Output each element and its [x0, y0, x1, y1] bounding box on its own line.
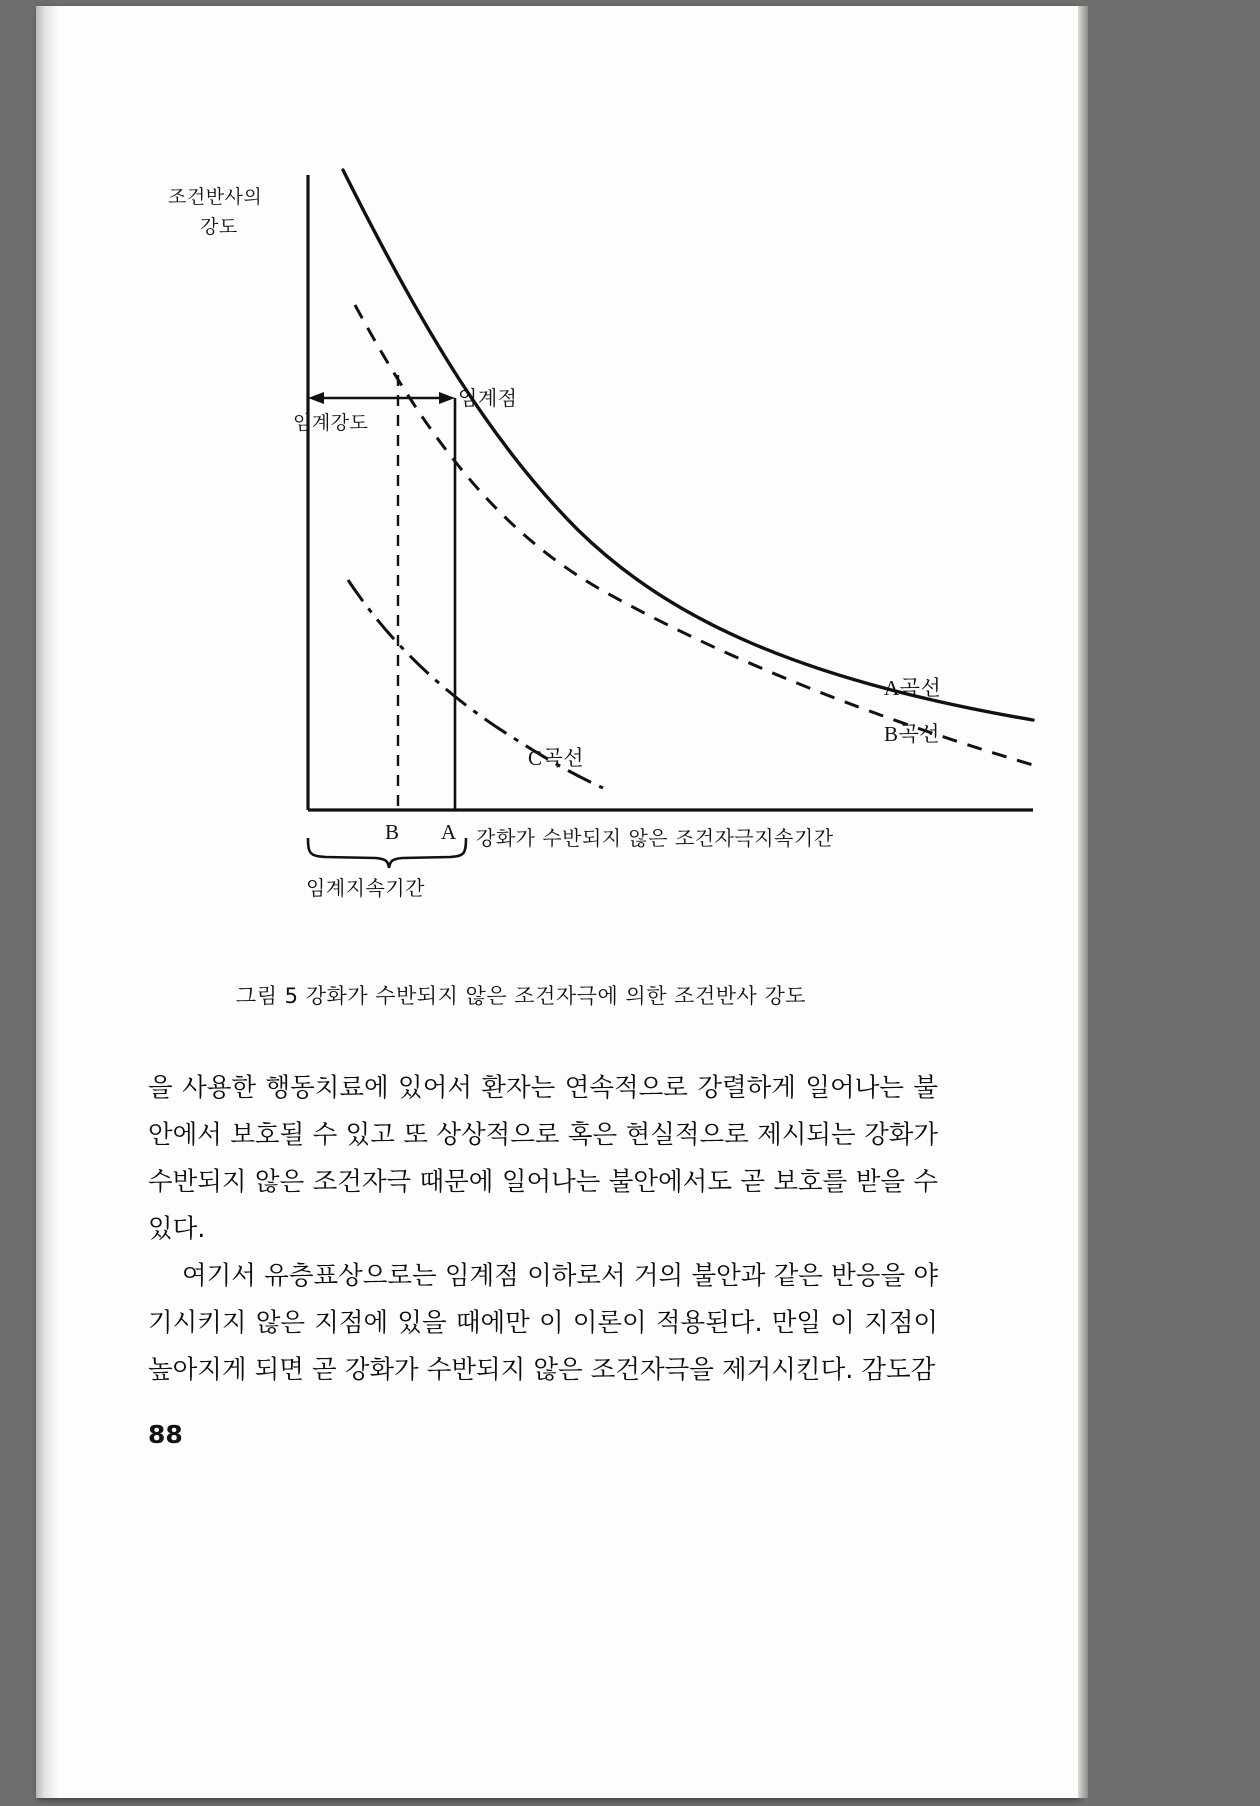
critical-duration-label: 임계지속기간	[306, 876, 425, 900]
curve-c-label: C곡선	[528, 746, 585, 770]
curve-b-label: B곡선	[884, 722, 941, 746]
tick-label-b: B	[385, 820, 400, 844]
critical-point-label: 임계점	[458, 386, 518, 410]
y-axis-label-line2: 강도	[200, 216, 238, 238]
curve-a-label: A곡선	[884, 676, 942, 700]
figure-5	[58, 120, 1048, 950]
figure-caption: 그림 5 강화가 수반되지 않은 조건자극에 의한 조건반사 강도	[235, 984, 807, 1008]
body-text	[148, 1065, 938, 1394]
x-axis-label: 강화가 수반되지 않은 조건자극지속기간	[476, 826, 834, 850]
paragraph-1: 을 사용한 행동치료에 있어서 환자는 연속적으로 강렬하게 일어나는 불안에서 보호될 수 있고 또 상상적으로 혹은 현실적으로 제시되는 강화가 수반되지 않은 조건자극 때문에 일어나는 불안에서도 곧 보호를 받을 수 있다.	[148, 1073, 938, 1244]
book-binding-shadow	[36, 6, 58, 1798]
page-number: 88	[148, 1420, 183, 1449]
paragraph-2: 여기서 유층표상으로는 임계점 이하로서 거의 불안과 같은 반응을 야기시키지 않은 지점에 있을 때에만 이 이론이 적용된다. 만일 이 지점이 높아지게 되면 곧 강화가 수반되지 않은 조건자극을 제거시킨다. 감도감	[148, 1261, 938, 1385]
critical-strength-label: 임계강도	[293, 412, 369, 434]
page-right-edge	[1078, 6, 1088, 1798]
y-axis-label-line1: 조건반사의	[168, 186, 263, 208]
tick-label-a: A	[441, 820, 457, 844]
